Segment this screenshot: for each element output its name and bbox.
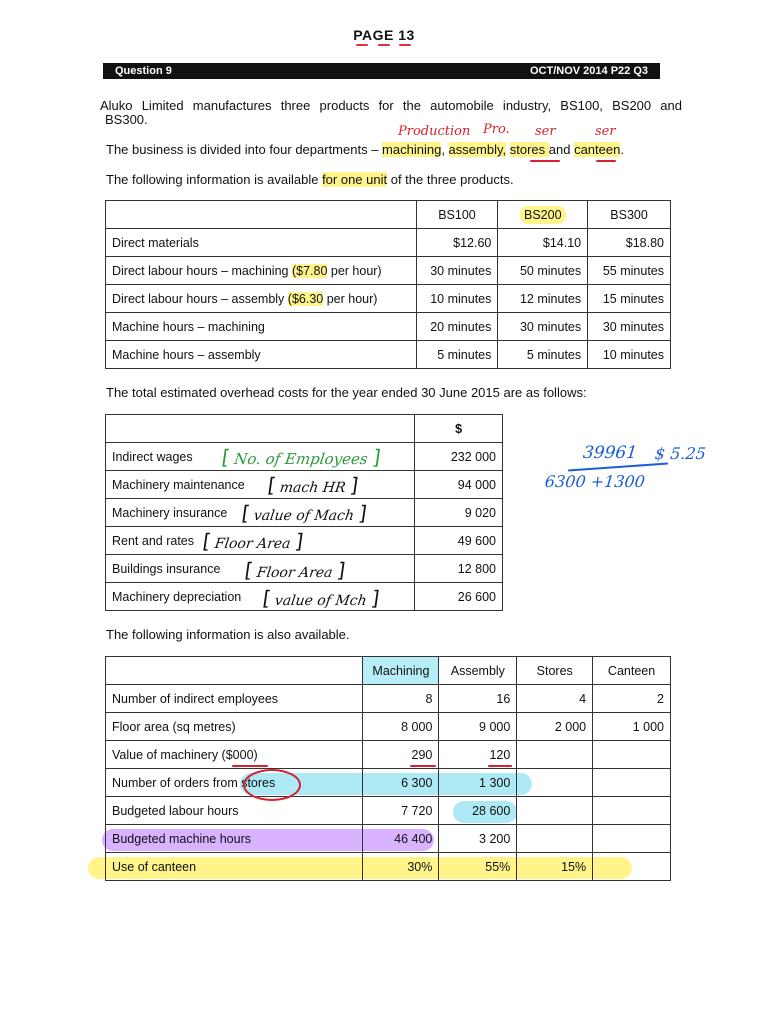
table-row bbox=[106, 713, 671, 741]
table-cell bbox=[593, 825, 671, 853]
column-header: BS300 bbox=[588, 201, 671, 229]
handwritten-calc-bottom: 6300 +1300 bbox=[544, 472, 646, 491]
row-label: Machinery insurance bbox=[106, 499, 415, 527]
table-cell: 5 minutes bbox=[416, 341, 498, 369]
column-header: BS100 bbox=[416, 201, 498, 229]
table-cell: 9 000 bbox=[439, 713, 517, 741]
table-row bbox=[106, 229, 671, 257]
table-cell: 15% bbox=[517, 853, 593, 881]
table-row bbox=[106, 313, 671, 341]
row-label: Value of machinery ($000) bbox=[106, 741, 363, 769]
row-label bbox=[106, 285, 417, 313]
dept-stores: stores bbox=[509, 142, 549, 157]
table-cell: 2 bbox=[593, 685, 671, 713]
row-label: Budgeted machine hours bbox=[106, 825, 363, 853]
also-available: The following information is also available. bbox=[106, 627, 350, 642]
row-label-text: Direct labour hours – machining bbox=[112, 263, 292, 278]
table-cell bbox=[517, 769, 593, 797]
table-cell: 8 000 bbox=[363, 713, 439, 741]
question-reference: OCT/NOV 2014 P22 Q3 bbox=[530, 65, 648, 77]
column-header bbox=[498, 201, 588, 229]
red-underline-mark bbox=[356, 44, 368, 46]
row-label: Indirect wages bbox=[106, 443, 415, 471]
handwritten-note-floor-area: [ Floor Area ] bbox=[243, 558, 347, 582]
overhead-intro: The total estimated overhead costs for the year ended 30 June 2015 are as follows: bbox=[106, 385, 587, 400]
table-cell: 1 300 bbox=[439, 769, 517, 797]
table-cell: 55% bbox=[439, 853, 517, 881]
table-cell: 5 minutes bbox=[498, 341, 588, 369]
question-header-bar bbox=[103, 63, 660, 79]
handwritten-note-floor-area: [ Floor Area ] bbox=[201, 529, 305, 553]
table-cell: 94 000 bbox=[415, 471, 503, 499]
row-label-text: per hour) bbox=[323, 291, 378, 306]
table-cell: 28 600 bbox=[439, 797, 517, 825]
info-sentence bbox=[106, 172, 514, 187]
table-cell: 20 minutes bbox=[416, 313, 498, 341]
table-row bbox=[106, 741, 671, 769]
question-label: Question 9 bbox=[115, 65, 172, 77]
table-cell bbox=[517, 797, 593, 825]
table-cell: 12 800 bbox=[415, 555, 503, 583]
dept-and: and bbox=[548, 142, 575, 157]
table-cell: 12 minutes bbox=[498, 285, 588, 313]
dept-assembly: assembly, bbox=[448, 142, 507, 157]
row-label: Number of indirect employees bbox=[106, 685, 363, 713]
table-cell: 26 600 bbox=[415, 583, 503, 611]
table-cell: 10 minutes bbox=[588, 341, 671, 369]
table-cell: 30% bbox=[363, 853, 439, 881]
handwritten-note-value-mch: [ value of Mch ] bbox=[261, 586, 381, 610]
red-underline-mark bbox=[596, 160, 616, 162]
department-table bbox=[105, 656, 671, 881]
departments-sentence bbox=[106, 142, 624, 157]
red-underline-mark bbox=[488, 765, 512, 767]
info-suffix: of the three products. bbox=[387, 172, 514, 187]
red-underline-mark bbox=[530, 160, 560, 162]
row-label-text: per hour) bbox=[327, 263, 382, 278]
table-cell bbox=[106, 415, 415, 443]
row-label: Machine hours – machining bbox=[106, 313, 417, 341]
table-cell: 290 bbox=[363, 741, 439, 769]
row-label: Floor area (sq metres) bbox=[106, 713, 363, 741]
handwritten-note-mach-hr: [ mach HR ] bbox=[266, 473, 360, 497]
table-header-row bbox=[106, 657, 671, 685]
product-table bbox=[105, 200, 671, 369]
table-cell: 8 bbox=[363, 685, 439, 713]
table-cell: 15 minutes bbox=[588, 285, 671, 313]
row-label: Buildings insurance bbox=[106, 555, 415, 583]
dept-end: . bbox=[620, 142, 624, 157]
table-row bbox=[106, 341, 671, 369]
column-header: Assembly bbox=[439, 657, 517, 685]
table-cell: 10 minutes bbox=[416, 285, 498, 313]
table-cell: 3 200 bbox=[439, 825, 517, 853]
table-cell: 16 bbox=[439, 685, 517, 713]
handwritten-ser-1: ser bbox=[535, 124, 556, 139]
dept-machining: machining bbox=[382, 142, 442, 157]
table-cell: 4 bbox=[517, 685, 593, 713]
intro-line-2: BS300. bbox=[105, 112, 148, 127]
table-cell bbox=[106, 201, 417, 229]
row-label: Use of canteen bbox=[106, 853, 363, 881]
dept-canteen: canteen bbox=[574, 142, 621, 157]
row-label: Rent and rates bbox=[106, 527, 415, 555]
red-circle-mark bbox=[243, 769, 301, 801]
row-label: Machinery maintenance bbox=[106, 471, 415, 499]
table-cell: 49 600 bbox=[415, 527, 503, 555]
dept-sep: , bbox=[441, 142, 449, 157]
row-label-rate: ($6.30 bbox=[287, 291, 324, 306]
handwritten-calc-top: 39961 bbox=[581, 443, 639, 463]
table-header-row bbox=[106, 415, 503, 443]
table-cell bbox=[593, 797, 671, 825]
table-row bbox=[106, 685, 671, 713]
table-cell: $14.10 bbox=[498, 229, 588, 257]
row-label: Number of orders from stores bbox=[106, 769, 363, 797]
red-underline-mark bbox=[410, 765, 436, 767]
table-cell: 232 000 bbox=[415, 443, 503, 471]
column-header: Machining bbox=[363, 657, 439, 685]
column-header: $ bbox=[415, 415, 503, 443]
page-title: PAGE 13 bbox=[353, 27, 415, 43]
table-cell: $18.80 bbox=[588, 229, 671, 257]
row-label-text: Direct labour hours – assembly bbox=[112, 291, 288, 306]
table-cell: 46 400 bbox=[363, 825, 439, 853]
table-cell bbox=[593, 769, 671, 797]
handwritten-fraction-line bbox=[568, 463, 668, 472]
red-underline-mark bbox=[399, 44, 411, 46]
column-header-label: BS200 bbox=[520, 206, 566, 224]
info-prefix: The following information is available bbox=[106, 172, 323, 187]
table-row bbox=[106, 769, 671, 797]
table-cell bbox=[517, 825, 593, 853]
handwritten-pro: Pro. bbox=[483, 122, 510, 137]
table-cell bbox=[593, 853, 671, 881]
column-header: Canteen bbox=[593, 657, 671, 685]
table-cell bbox=[517, 741, 593, 769]
red-underline-mark bbox=[378, 44, 390, 46]
handwritten-note-employees: [ No. of Employees ] bbox=[220, 445, 383, 469]
dept-prefix: The business is divided into four departments – bbox=[106, 142, 383, 157]
table-row bbox=[106, 285, 671, 313]
table-cell: 7 720 bbox=[363, 797, 439, 825]
handwritten-calc-rate: $ 5.25 bbox=[654, 444, 707, 463]
handwritten-note-value-mach: [ value of Mach ] bbox=[240, 501, 369, 525]
row-label: Direct materials bbox=[106, 229, 417, 257]
row-label bbox=[106, 257, 417, 285]
table-row bbox=[106, 797, 671, 825]
table-cell: 1 000 bbox=[593, 713, 671, 741]
table-row bbox=[106, 257, 671, 285]
table-cell: 9 020 bbox=[415, 499, 503, 527]
table-cell: 6 300 bbox=[363, 769, 439, 797]
info-highlight: for one unit bbox=[322, 172, 388, 187]
column-header: Stores bbox=[517, 657, 593, 685]
red-underline-mark bbox=[232, 765, 268, 767]
row-label-rate: ($7.80 bbox=[291, 263, 328, 278]
table-cell: $12.60 bbox=[416, 229, 498, 257]
table-cell: 30 minutes bbox=[498, 313, 588, 341]
table-cell: 30 minutes bbox=[588, 313, 671, 341]
intro-line-1: Aluko Limited manufactures three products for the automobile industry, BS100, BS200 and bbox=[100, 98, 682, 113]
table-cell bbox=[106, 657, 363, 685]
table-cell: 2 000 bbox=[517, 713, 593, 741]
table-cell bbox=[593, 741, 671, 769]
table-cell: 55 minutes bbox=[588, 257, 671, 285]
table-cell: 30 minutes bbox=[416, 257, 498, 285]
table-cell: 50 minutes bbox=[498, 257, 588, 285]
handwritten-ser-2: ser bbox=[595, 124, 616, 139]
table-cell: 120 bbox=[439, 741, 517, 769]
table-header-row bbox=[106, 201, 671, 229]
row-label: Machine hours – assembly bbox=[106, 341, 417, 369]
table-row bbox=[106, 825, 671, 853]
table-row bbox=[106, 853, 671, 881]
row-label: Machinery depreciation bbox=[106, 583, 415, 611]
handwritten-production: Production bbox=[398, 124, 471, 139]
row-label: Budgeted labour hours bbox=[106, 797, 363, 825]
